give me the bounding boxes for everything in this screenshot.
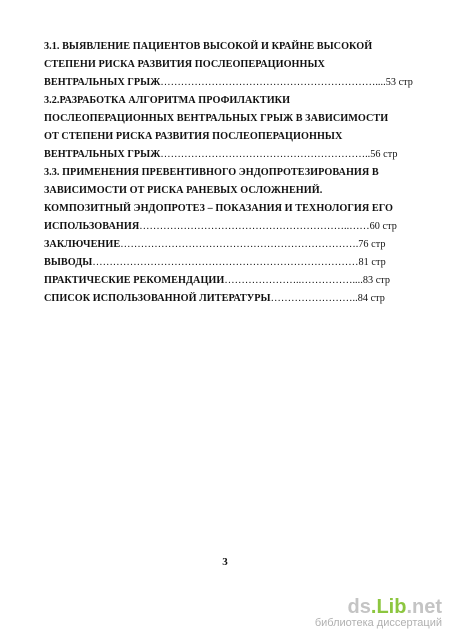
- toc-entry-text: СТЕПЕНИ РИСКА РАЗВИТИЯ ПОСЛЕОПЕРАЦИОННЫХ: [44, 59, 325, 70]
- toc-entry-text: 3.1. ВЫЯВЛЕНИЕ ПАЦИЕНТОВ ВЫСОКОЙ И КРАЙНЕ ВЫСОКОЙ: [44, 41, 373, 52]
- toc-line: [44, 128, 404, 146]
- toc-entry-text: ИСПОЛЬЗОВАНИЯ: [44, 221, 140, 232]
- toc-entry-text: ВЕНТРАЛЬНЫХ ГРЫЖ: [44, 77, 161, 88]
- toc-line: [44, 182, 404, 200]
- toc-line: [44, 272, 404, 290]
- logo-part: ds: [347, 596, 371, 618]
- toc-page-ref: .76 стр: [355, 239, 386, 250]
- toc-line: [44, 92, 404, 110]
- toc-leader-dots: ………………………………………………………: [160, 77, 376, 88]
- toc-entry-text: 3.2.РАЗРАБОТКА АЛГОРИТМА ПРОФИЛАКТИКИ: [44, 95, 291, 106]
- toc-entry-text: ПОСЛЕОПЕРАЦИОННЫХ ВЕНТРАЛЬНЫХ ГРЫЖ В ЗАВИСИМОСТИ: [44, 113, 389, 124]
- toc-line: [44, 164, 404, 182]
- toc-line: [44, 200, 404, 218]
- toc-line: [44, 56, 404, 74]
- toc-entry-text: СПИСОК ИСПОЛЬЗОВАННОЙ ЛИТЕРАТУРЫ: [44, 293, 271, 304]
- toc-page-ref: …..56 стр: [354, 149, 398, 160]
- toc-page-ref: 84 стр: [357, 293, 385, 304]
- toc-line: [44, 110, 404, 128]
- toc-leader-dots: ……………………..: [270, 293, 358, 304]
- toc-line: [44, 254, 404, 272]
- toc-entry-text: КОМПОЗИТНЫЙ ЭНДОПРОТЕЗ – ПОКАЗАНИЯ И ТЕХНОЛОГИЯ ЕГО: [44, 203, 393, 214]
- toc-line: [44, 218, 404, 236]
- toc-leader-dots: ……………………………………………………..: [139, 221, 350, 232]
- toc-entry-text: ПРАКТИЧЕСКИЕ РЕКОМЕНДАЦИИ: [44, 275, 225, 286]
- logo-part: .net: [406, 596, 442, 618]
- toc-line: [44, 146, 404, 164]
- toc-leader-dots: ……………………………………………………………: [120, 239, 356, 250]
- toc-leader-dots: …………………………………………………: [160, 149, 355, 160]
- toc-entry-text: ВЫВОДЫ: [44, 257, 93, 268]
- toc-line: [44, 290, 404, 308]
- toc-leader-dots: …………………..……………: [224, 275, 353, 286]
- toc-entry-text: ЗАВИСИМОСТИ ОТ РИСКА РАНЕВЫХ ОСЛОЖНЕНИЙ.: [44, 185, 323, 196]
- toc-entry-text: ОТ СТЕПЕНИ РИСКА РАЗВИТИЯ ПОСЛЕОПЕРАЦИОННЫХ: [44, 131, 343, 142]
- toc-page-ref: ……60 стр: [349, 221, 397, 232]
- toc-entry-text: 3.3. ПРИМЕНЕНИЯ ПРЕВЕНТИВНОГО ЭНДОПРОТЕЗИРОВАНИЯ В: [44, 167, 379, 178]
- dslib-watermark: [315, 597, 442, 630]
- toc-line: [44, 38, 404, 56]
- toc-line: [44, 74, 413, 92]
- watermark-subtitle: библиотека диссертаций: [314, 617, 442, 629]
- logo-part: .: [370, 596, 377, 618]
- toc-entry-text: ВЕНТРАЛЬНЫХ ГРЫЖ: [44, 149, 161, 160]
- toc-page-ref: ....83 стр: [352, 275, 391, 286]
- toc-page-ref: ....53 стр: [375, 77, 413, 88]
- logo-part: Lib: [376, 596, 407, 618]
- toc-leader-dots: ……………………………………………………………………: [92, 257, 359, 268]
- toc-line: [44, 236, 404, 254]
- toc-entry-text: ЗАКЛЮЧЕНИЕ: [44, 239, 121, 250]
- table-of-contents: [44, 38, 413, 308]
- page-number: 3: [222, 556, 228, 568]
- dslib-logo: [315, 597, 442, 617]
- toc-page-ref: 81 стр: [358, 257, 386, 268]
